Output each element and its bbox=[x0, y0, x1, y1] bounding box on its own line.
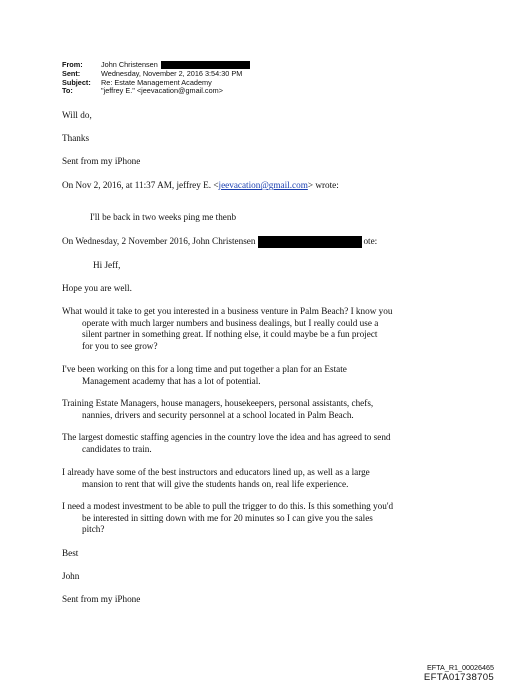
signoff-name: John bbox=[62, 571, 80, 581]
paragraph-line: for you to see grow? bbox=[82, 340, 158, 351]
to-label: To: bbox=[62, 86, 73, 96]
quote-intro-2 bbox=[62, 236, 377, 248]
body-line-thanks: Thanks bbox=[62, 133, 90, 143]
bates-number-large: EFTA01738705 bbox=[423, 672, 494, 683]
paragraph-6 bbox=[62, 501, 393, 536]
paragraph-line: What would it take to get you interested in a business venture in Palm Beach? I know you bbox=[62, 306, 393, 316]
subject-label: Subject: bbox=[62, 77, 91, 87]
paragraph-line: I need a modest investment to be able to pull the trigger to do this. Is this something you'd bbox=[62, 501, 394, 511]
quote-intro-prefix: On Nov 2, 2016, at 11:37 AM, jeffrey E. < bbox=[62, 180, 219, 190]
paragraph-line: pitch? bbox=[82, 524, 105, 535]
paragraph-line: Management academy that has a lot of potential. bbox=[82, 375, 261, 386]
bates-number-small: EFTA_R1_00026465 bbox=[427, 663, 494, 672]
from-value: John Christensen bbox=[101, 60, 158, 69]
signoff-sent-iphone: Sent from my iPhone bbox=[62, 594, 141, 604]
greeting: Hi Jeff, bbox=[93, 260, 121, 270]
subject-value: Re: Estate Management Academy bbox=[101, 77, 212, 87]
hope-line: Hope you are well. bbox=[62, 283, 132, 293]
paragraph-line: mansion to rent that will give the students hands on, real life experience. bbox=[82, 478, 349, 489]
body-line-will-do: Will do, bbox=[62, 110, 92, 120]
quote-intro-2-prefix: On Wednesday, 2 November 2016, John Christensen bbox=[62, 236, 256, 247]
paragraph-line: I already have some of the best instructors and educators lined up, as well as a large bbox=[62, 467, 370, 477]
quote-intro-suffix: > wrote: bbox=[307, 180, 339, 190]
email-header bbox=[62, 61, 250, 96]
quote-intro-2-suffix: ote: bbox=[363, 236, 378, 247]
paragraph-line: Training Estate Managers, house managers, housekeepers, personal assistants, chefs, bbox=[62, 398, 374, 408]
reply-line: I'll be back in two weeks ping me thenb bbox=[90, 212, 237, 222]
paragraph-line: nannies, drivers and security personnel at a school located in Palm Beach. bbox=[82, 409, 354, 420]
paragraph-1 bbox=[62, 306, 392, 352]
sent-value: Wednesday, November 2, 2016 3:54:30 PM bbox=[101, 68, 243, 78]
to-row bbox=[62, 87, 250, 96]
paragraph-line: operate with much larger numbers and business dealings, but I really could use a bbox=[82, 317, 379, 328]
signoff-best: Best bbox=[62, 548, 79, 558]
redaction-box bbox=[258, 236, 362, 248]
paragraph-3 bbox=[62, 398, 373, 421]
from-label: From: bbox=[62, 60, 83, 69]
paragraph-2 bbox=[62, 364, 347, 387]
paragraph-line: silent partner in something great. If nothing else, it could maybe be a fun project bbox=[82, 329, 378, 340]
quote-intro bbox=[62, 180, 339, 192]
paragraph-line: I've been working on this for a long time and put together a plan for an Estate bbox=[62, 364, 347, 374]
paragraph-line: candidates to train. bbox=[82, 443, 152, 454]
paragraph-5 bbox=[62, 467, 370, 490]
body-line-sent-iphone: Sent from my iPhone bbox=[62, 156, 141, 166]
paragraph-line: be interested in sitting down with me for 20 minutes so I can give you the sales bbox=[82, 512, 373, 523]
redaction-box bbox=[161, 61, 250, 69]
paragraph-line: The largest domestic staffing agencies in the country love the idea and has agreed to send bbox=[62, 432, 391, 442]
sent-label: Sent: bbox=[62, 68, 81, 78]
email-link[interactable]: jeevacation@gmail.com bbox=[218, 180, 308, 190]
to-value: "jeffrey E." <jeevacation@gmail.com> bbox=[101, 86, 223, 96]
paragraph-4 bbox=[62, 432, 391, 455]
